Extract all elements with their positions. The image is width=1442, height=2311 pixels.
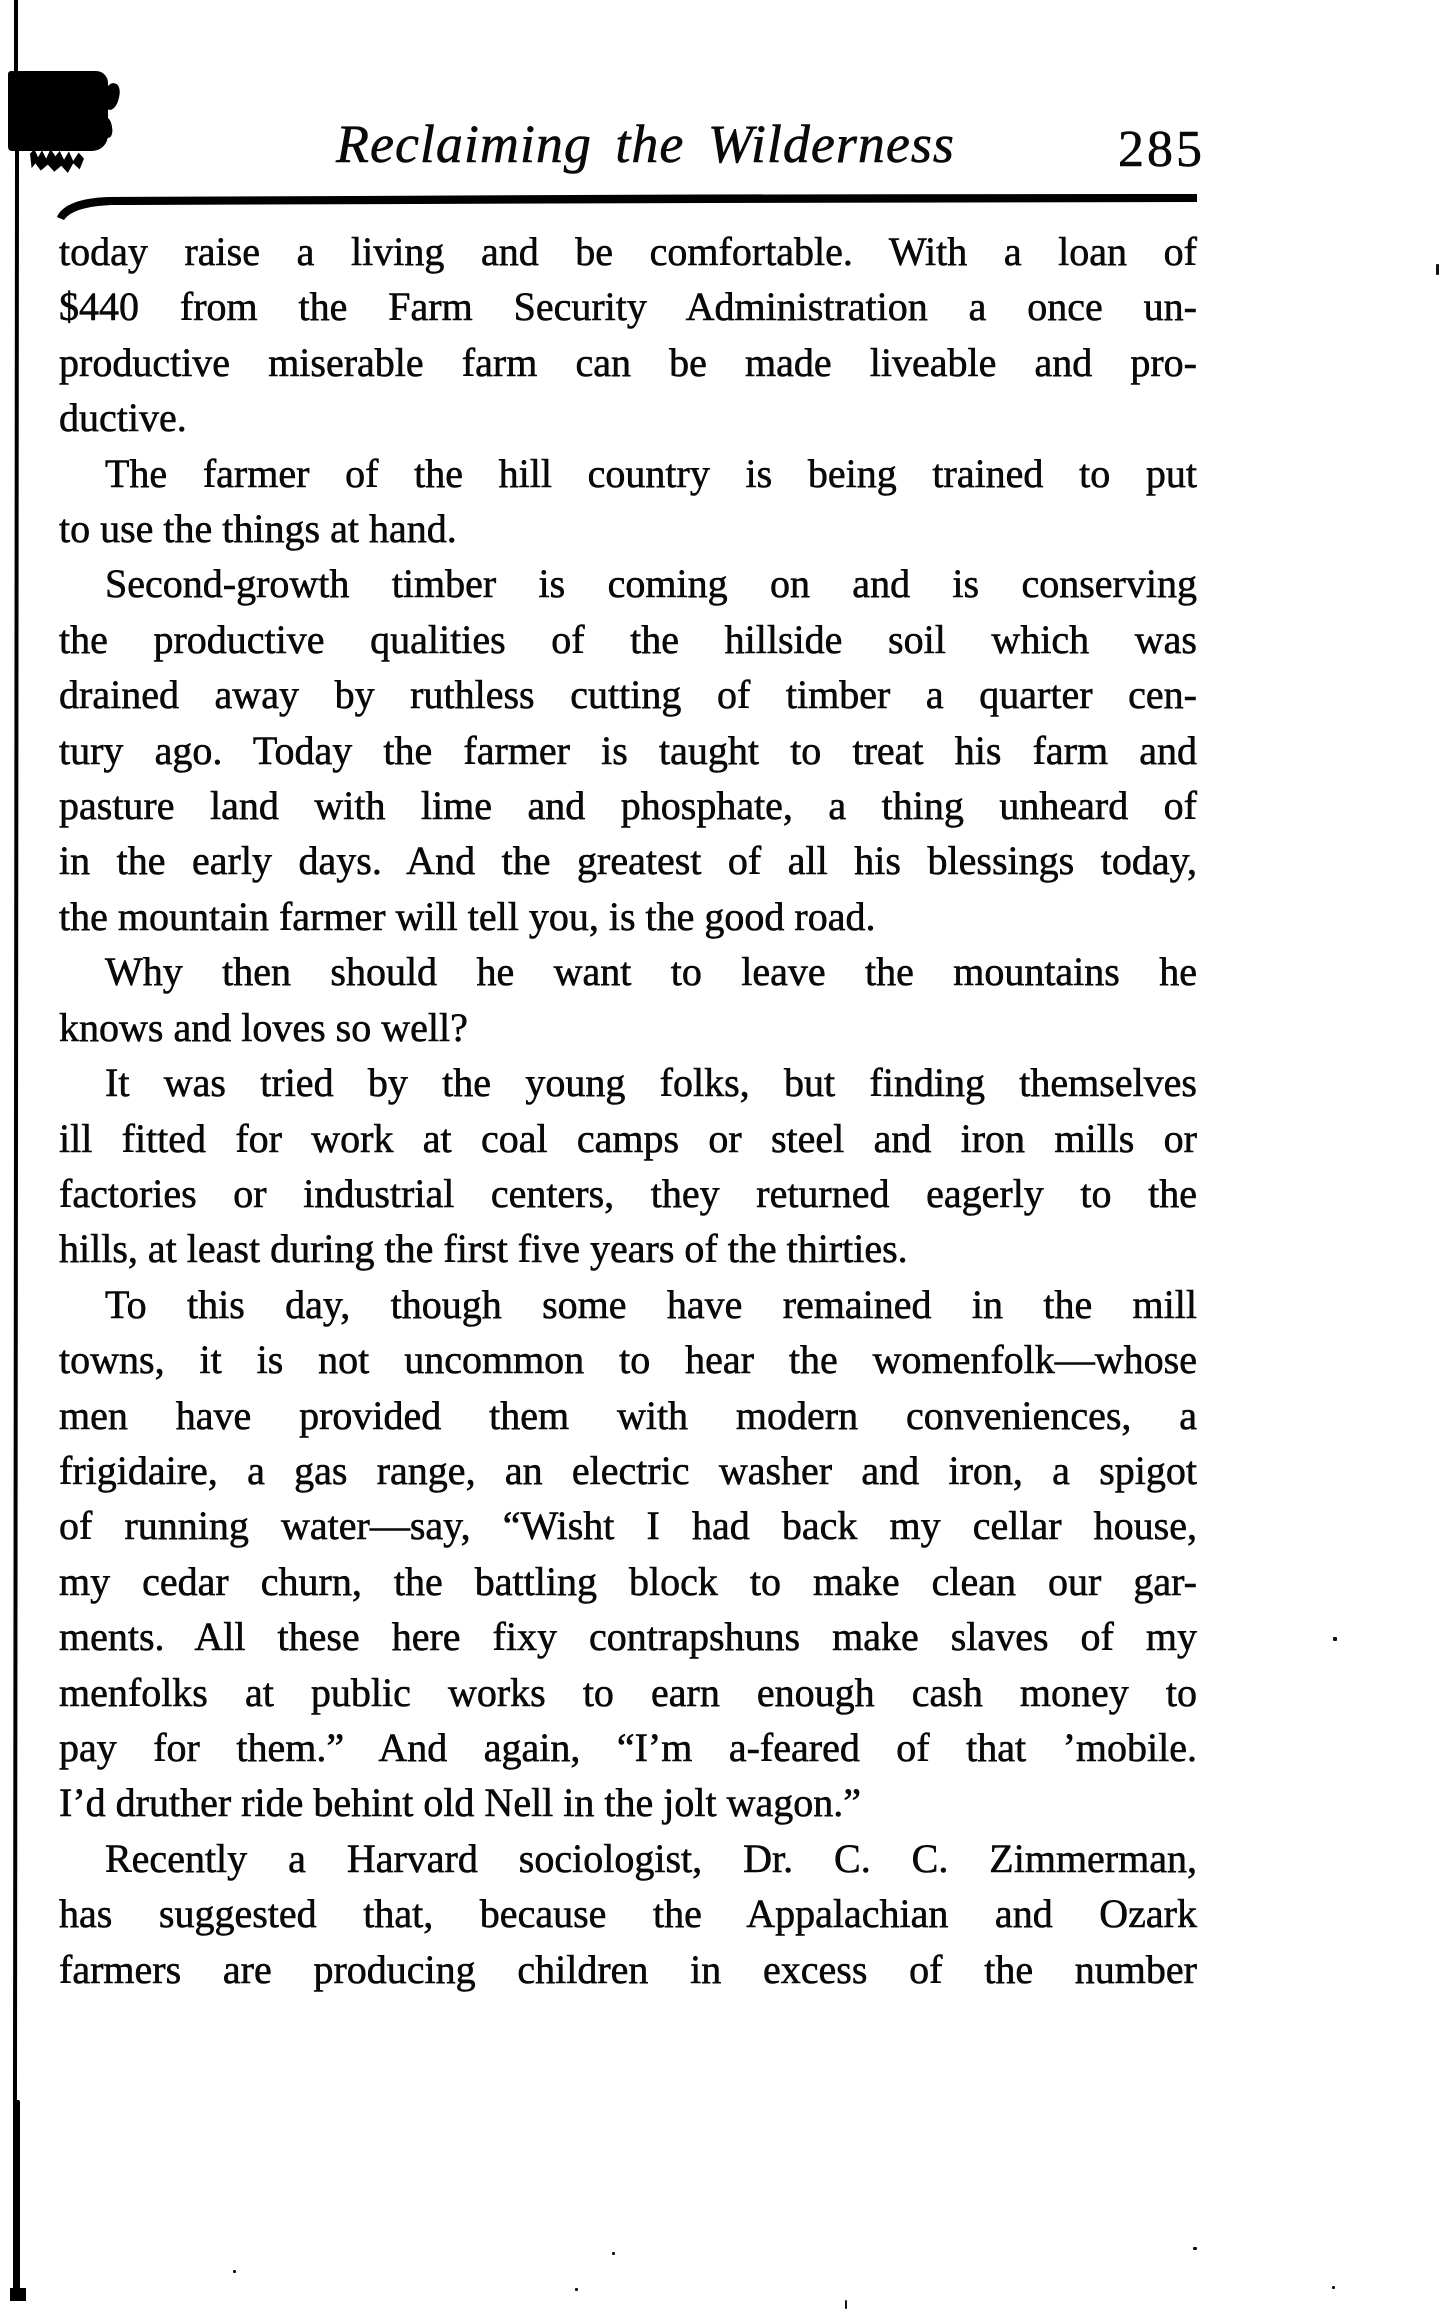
text-line: today raise a living and be comfortable. With a loan of — [59, 229, 1197, 274]
dust-speck — [1193, 2247, 1197, 2250]
left-margin-line-bottom — [13, 2100, 20, 2292]
text-line: knows and loves so well? — [59, 1004, 468, 1050]
text-line: of running water—say, “Wisht I had back my cellar house, — [59, 1503, 1197, 1549]
text-line: farmers are producing children in excess of the number — [59, 1946, 1197, 1992]
dust-speck — [845, 2300, 847, 2309]
dust-speck — [233, 2270, 236, 2273]
text-line: men have provided them with modern conveniences, a — [59, 1392, 1197, 1438]
text-line: hills, at least during the first five years of the thirties. — [59, 1226, 908, 1272]
text-line: Why then should he want to leave the mountains he — [105, 949, 1197, 995]
text-line: Recently a Harvard sociologist, Dr. C. C. Zimmerman, — [105, 1835, 1197, 1881]
text-line: I’d druther ride behint old Nell in the jolt wagon.” — [59, 1780, 862, 1826]
text-line: The farmer of the hill country is being trained to put — [105, 450, 1197, 496]
text-line: my cedar churn, the battling block to make clean our gar- — [59, 1558, 1197, 1604]
text-line: drained away by ruthless cutting of timber a quarter cen- — [59, 672, 1197, 718]
text-line: in the early days. And the greatest of all his blessings today, — [59, 838, 1197, 884]
text-line: To this day, though some have remained in the mill — [105, 1281, 1197, 1327]
running-title: Reclaiming the Wilderness — [336, 114, 955, 174]
text-line: tury ago. Today the farmer is taught to treat his farm and — [59, 727, 1197, 773]
page-number: 285 — [1118, 121, 1205, 178]
ink-blob-artifact — [8, 71, 108, 151]
text-line: frigidaire, a gas range, an electric washer and iron, a spigot — [59, 1447, 1197, 1493]
dust-speck — [1333, 1637, 1337, 1641]
text-line: to use the things at hand. — [59, 506, 457, 552]
text-line: $440 from the Farm Security Administration a once un- — [59, 284, 1197, 330]
text-line: Second-growth timber is coming on and is conserving — [105, 561, 1197, 607]
text-line: has suggested that, because the Appalachian and Ozark — [59, 1891, 1197, 1937]
text-line: It was tried by the young folks, but finding themselves — [105, 1060, 1197, 1106]
left-margin-line-foot — [10, 2288, 26, 2301]
dust-speck — [612, 2252, 615, 2255]
left-margin-line-top — [14, 0, 18, 78]
text-line: towns, it is not uncommon to hear the womenfolk—whose — [59, 1337, 1197, 1383]
text-line: the mountain farmer will tell you, is the good road. — [59, 893, 876, 939]
text-line: the productive qualities of the hillside soil which was — [59, 616, 1197, 662]
text-line: factories or industrial centers, they returned eagerly to the — [59, 1170, 1197, 1216]
dust-speck — [1332, 2286, 1335, 2289]
text-line: ments. All these here fixy contrapshuns make slaves of my — [59, 1614, 1197, 1660]
dust-speck — [1436, 264, 1439, 275]
text-line: pasture land with lime and phosphate, a thing unheard of — [59, 783, 1197, 829]
ink-smudge-artifact — [30, 149, 84, 173]
text-line: ductive. — [59, 395, 187, 441]
left-margin-line — [13, 148, 19, 2103]
text-line: menfolks at public works to earn enough cash money to — [59, 1669, 1197, 1715]
text-line: ill fitted for work at coal camps or steel and iron mills or — [59, 1115, 1197, 1161]
body-text — [59, 224, 1197, 1997]
text-line: pay for them.” And again, “I’m a-feared of that ’mobile. — [59, 1724, 1197, 1770]
dust-speck — [575, 2288, 578, 2291]
text-line: productive miserable farm can be made liveable and pro- — [59, 339, 1197, 385]
